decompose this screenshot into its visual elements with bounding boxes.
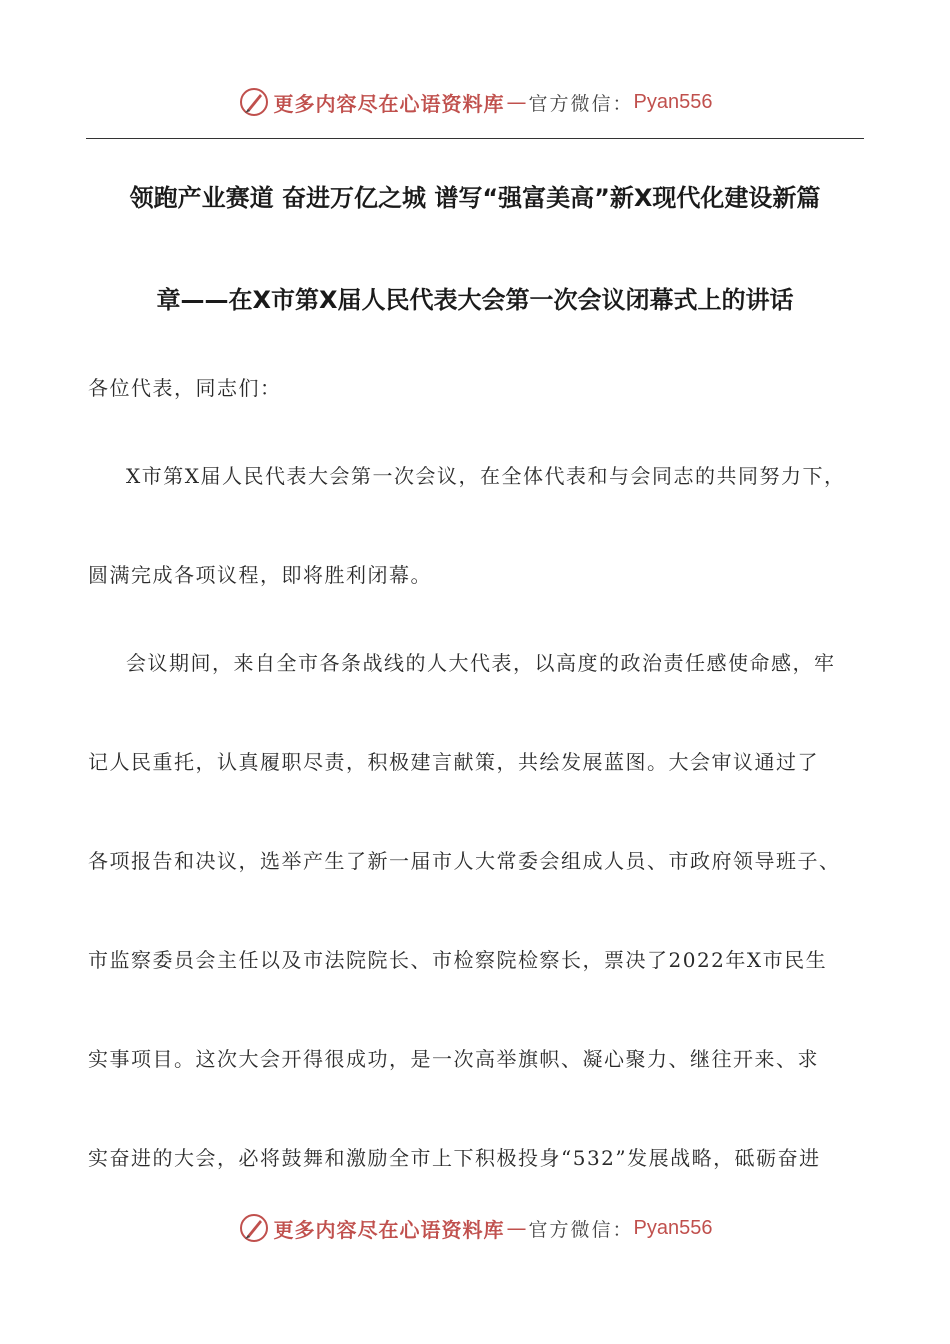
body-line: 实奋进的大会，必将鼓舞和激励全市上下积极投身“532”发展战略，砥砺奋进 bbox=[88, 1146, 821, 1170]
footer-watermark bbox=[0, 1208, 950, 1248]
body-line: X市第X届人民代表大会第一次会议，在全体代表和与会同志的共同努力下， bbox=[126, 464, 846, 488]
body-line: 各项报告和决议，选举产生了新一届市人大常委会组成人员、市政府领导班子、 bbox=[88, 849, 841, 873]
brand-text: 更多内容尽在心语资料库 bbox=[273, 91, 505, 116]
banner-dash: — bbox=[506, 90, 527, 114]
wechat-id: Pyan556 bbox=[633, 90, 713, 113]
quill-pen-logo-icon bbox=[238, 1212, 270, 1244]
quill-pen-logo-icon bbox=[238, 86, 270, 118]
wechat-label: 官方微信： bbox=[528, 1218, 634, 1241]
wechat-label: 官方微信： bbox=[528, 92, 634, 115]
body-line: 会议期间，来自全市各条战线的人大代表，以高度的政治责任感使命感，牢 bbox=[126, 651, 836, 675]
body-line: 记人民重托，认真履职尽责，积极建言献策，共绘发展蓝图。大会审议通过了 bbox=[88, 750, 819, 774]
header-rule bbox=[86, 138, 864, 139]
body-line: 市监察委员会主任以及市法院院长、市检察院检察长，票决了2022年X市民生 bbox=[88, 948, 828, 972]
banner-dash: — bbox=[506, 1216, 527, 1240]
brand-text: 更多内容尽在心语资料库 bbox=[273, 1217, 505, 1242]
salutation: 各位代表，同志们： bbox=[88, 376, 282, 400]
document-title-line-1: 领跑产业赛道 奋进万亿之城 谱写“强富美高”新X现代化建设新篇 bbox=[129, 184, 821, 212]
body-line: 圆满完成各项议程，即将胜利闭幕。 bbox=[88, 563, 432, 587]
body-line: 实事项目。这次大会开得很成功，是一次高举旗帜、凝心聚力、继往开来、求 bbox=[88, 1047, 819, 1071]
header-watermark bbox=[0, 82, 950, 122]
wechat-id: Pyan556 bbox=[633, 1216, 713, 1239]
document-title-line-2: 章——在X市第X届人民代表大会第一次会议闭幕式上的讲话 bbox=[156, 286, 794, 314]
